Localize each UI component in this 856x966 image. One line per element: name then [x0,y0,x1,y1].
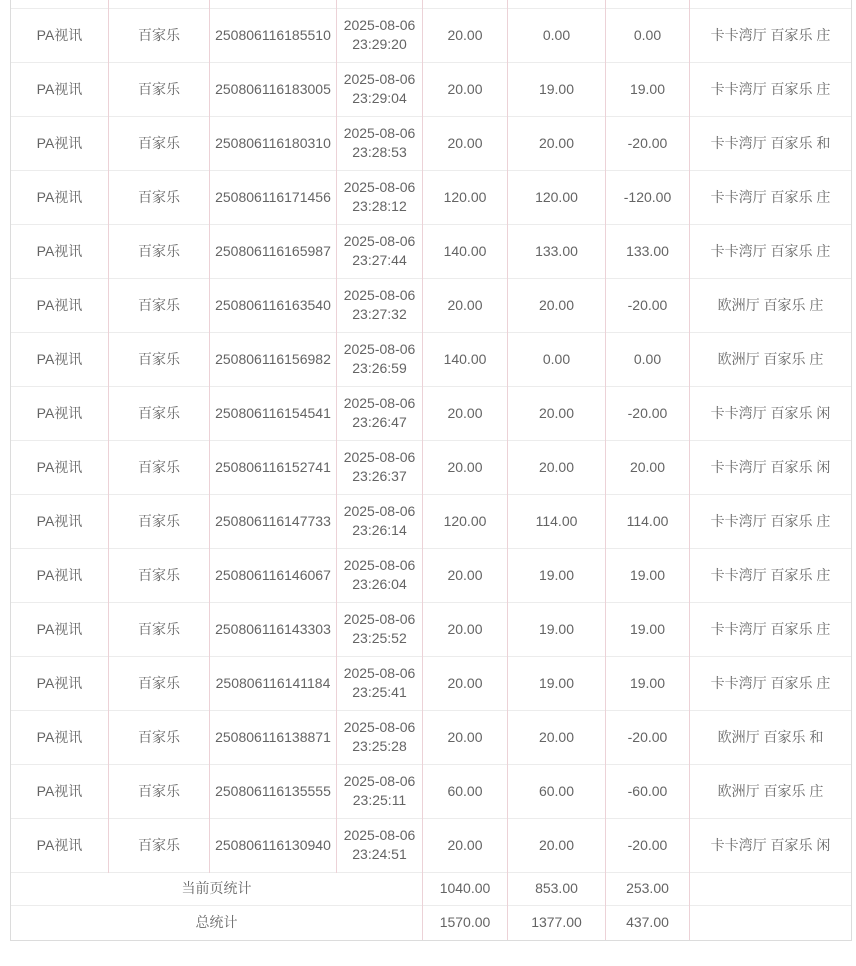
cell-valid-amount: 120.00 [508,170,606,224]
cell-bet-amount: 20.00 [423,818,508,872]
cutoff-cell [423,0,508,8]
cell-order-number: 250806116135555 [210,764,337,818]
cell-order-number: 250806116154541 [210,386,337,440]
cell-game: 百家乐 [109,602,210,656]
cell-winloss-amount: 20.00 [606,440,690,494]
cell-bet-time: 2025-08-06 23:25:11 [337,764,423,818]
cell-valid-amount: 0.00 [508,332,606,386]
cell-bet-time: 2025-08-06 23:28:53 [337,116,423,170]
cell-order-number: 250806116165987 [210,224,337,278]
cell-bet-time: 2025-08-06 23:26:47 [337,386,423,440]
cell-game-detail: 卡卡湾厅 百家乐 闲 [690,818,852,872]
cell-valid-amount: 20.00 [508,278,606,332]
page-summary-empty-cell [690,872,852,905]
cell-platform: PA视讯 [11,818,109,872]
cell-platform: PA视讯 [11,494,109,548]
cutoff-cell [508,0,606,8]
cell-valid-amount: 19.00 [508,548,606,602]
cell-valid-amount: 0.00 [508,8,606,62]
cell-game: 百家乐 [109,764,210,818]
cell-winloss-amount: 0.00 [606,332,690,386]
cell-game-detail: 卡卡湾厅 百家乐 庄 [690,548,852,602]
cutoff-cell [606,0,690,8]
table-row [11,548,852,602]
cell-bet-time: 2025-08-06 23:26:37 [337,440,423,494]
cell-game: 百家乐 [109,494,210,548]
cell-bet-time: 2025-08-06 23:29:04 [337,62,423,116]
cell-game-detail: 欧洲厅 百家乐 庄 [690,278,852,332]
cell-valid-amount: 60.00 [508,764,606,818]
cell-valid-amount: 19.00 [508,656,606,710]
cell-game-detail: 卡卡湾厅 百家乐 庄 [690,8,852,62]
cell-bet-amount: 20.00 [423,440,508,494]
cell-bet-amount: 60.00 [423,764,508,818]
cell-platform: PA视讯 [11,62,109,116]
page-summary-label: 当前页统计 [11,872,423,905]
cutoff-cell [210,0,337,8]
cell-game-detail: 卡卡湾厅 百家乐 庄 [690,494,852,548]
cell-bet-amount: 20.00 [423,386,508,440]
cell-bet-time: 2025-08-06 23:25:52 [337,602,423,656]
table-row [11,710,852,764]
cell-platform: PA视讯 [11,224,109,278]
cell-game: 百家乐 [109,332,210,386]
table-row [11,116,852,170]
cutoff-cell [690,0,852,8]
cell-platform: PA视讯 [11,440,109,494]
cell-winloss-amount: -20.00 [606,818,690,872]
cell-winloss-amount: 19.00 [606,602,690,656]
table-row [11,818,852,872]
cell-game-detail: 卡卡湾厅 百家乐 闲 [690,440,852,494]
cell-bet-amount: 20.00 [423,116,508,170]
cell-bet-time: 2025-08-06 23:25:41 [337,656,423,710]
cell-bet-time: 2025-08-06 23:28:12 [337,170,423,224]
cell-valid-amount: 20.00 [508,386,606,440]
cell-platform: PA视讯 [11,764,109,818]
grand-summary-winloss-total: 437.00 [606,905,690,940]
cell-platform: PA视讯 [11,8,109,62]
cell-winloss-amount: -120.00 [606,170,690,224]
cell-game-detail: 卡卡湾厅 百家乐 庄 [690,170,852,224]
cell-order-number: 250806116185510 [210,8,337,62]
cell-winloss-amount: -60.00 [606,764,690,818]
table-row [11,764,852,818]
cell-bet-amount: 20.00 [423,548,508,602]
cell-game: 百家乐 [109,224,210,278]
cell-bet-amount: 20.00 [423,62,508,116]
cell-winloss-amount: -20.00 [606,278,690,332]
table-row [11,386,852,440]
cell-game: 百家乐 [109,548,210,602]
cell-game: 百家乐 [109,62,210,116]
cell-bet-amount: 20.00 [423,8,508,62]
cell-bet-time: 2025-08-06 23:24:51 [337,818,423,872]
cell-game: 百家乐 [109,278,210,332]
grand-summary-row [11,905,852,940]
cutoff-cell [11,0,109,8]
cell-bet-amount: 20.00 [423,656,508,710]
cell-order-number: 250806116141184 [210,656,337,710]
grand-summary-valid-total: 1377.00 [508,905,606,940]
cell-winloss-amount: -20.00 [606,386,690,440]
page-summary-valid-total: 853.00 [508,872,606,905]
cell-winloss-amount: -20.00 [606,710,690,764]
cell-game: 百家乐 [109,170,210,224]
cell-bet-time: 2025-08-06 23:26:14 [337,494,423,548]
cell-bet-time: 2025-08-06 23:27:32 [337,278,423,332]
page-summary-bet-total: 1040.00 [423,872,508,905]
cell-winloss-amount: 133.00 [606,224,690,278]
table-row [11,602,852,656]
cell-winloss-amount: 0.00 [606,8,690,62]
cell-platform: PA视讯 [11,386,109,440]
cell-order-number: 250806116143303 [210,602,337,656]
bet-records-table [10,0,852,941]
cell-order-number: 250806116183005 [210,62,337,116]
cell-game-detail: 卡卡湾厅 百家乐 和 [690,116,852,170]
cutoff-cell [109,0,210,8]
cell-bet-amount: 20.00 [423,278,508,332]
page-summary-winloss-total: 253.00 [606,872,690,905]
cell-valid-amount: 114.00 [508,494,606,548]
cell-order-number: 250806116152741 [210,440,337,494]
cell-valid-amount: 19.00 [508,602,606,656]
cell-valid-amount: 20.00 [508,818,606,872]
cell-valid-amount: 20.00 [508,710,606,764]
cell-winloss-amount: 19.00 [606,656,690,710]
cell-platform: PA视讯 [11,278,109,332]
cell-winloss-amount: 114.00 [606,494,690,548]
cell-bet-time: 2025-08-06 23:25:28 [337,710,423,764]
cell-valid-amount: 20.00 [508,116,606,170]
table-row [11,224,852,278]
cell-order-number: 250806116130940 [210,818,337,872]
cell-game-detail: 欧洲厅 百家乐 庄 [690,332,852,386]
cell-winloss-amount: 19.00 [606,548,690,602]
cell-bet-time: 2025-08-06 23:26:04 [337,548,423,602]
cell-order-number: 250806116163540 [210,278,337,332]
cell-game-detail: 卡卡湾厅 百家乐 庄 [690,602,852,656]
cutoff-row [11,0,852,8]
cell-bet-amount: 120.00 [423,170,508,224]
cell-order-number: 250806116146067 [210,548,337,602]
cell-valid-amount: 19.00 [508,62,606,116]
cell-game: 百家乐 [109,116,210,170]
cell-winloss-amount: 19.00 [606,62,690,116]
cell-platform: PA视讯 [11,710,109,764]
cell-bet-amount: 20.00 [423,710,508,764]
cell-order-number: 250806116156982 [210,332,337,386]
cell-bet-time: 2025-08-06 23:29:20 [337,8,423,62]
cell-platform: PA视讯 [11,656,109,710]
table-row [11,332,852,386]
cell-valid-amount: 20.00 [508,440,606,494]
cell-order-number: 250806116138871 [210,710,337,764]
cell-valid-amount: 133.00 [508,224,606,278]
table-row [11,494,852,548]
cell-bet-amount: 140.00 [423,332,508,386]
cell-platform: PA视讯 [11,116,109,170]
cell-platform: PA视讯 [11,602,109,656]
cell-game-detail: 欧洲厅 百家乐 和 [690,710,852,764]
cell-game: 百家乐 [109,440,210,494]
cell-game-detail: 卡卡湾厅 百家乐 庄 [690,62,852,116]
grand-summary-label: 总统计 [11,905,423,940]
cell-bet-amount: 120.00 [423,494,508,548]
table-row [11,440,852,494]
cell-game-detail: 欧洲厅 百家乐 庄 [690,764,852,818]
cell-game-detail: 卡卡湾厅 百家乐 闲 [690,386,852,440]
cell-platform: PA视讯 [11,332,109,386]
table-row [11,656,852,710]
cell-bet-time: 2025-08-06 23:27:44 [337,224,423,278]
cell-winloss-amount: -20.00 [606,116,690,170]
table-row [11,62,852,116]
cell-bet-amount: 140.00 [423,224,508,278]
cutoff-cell [337,0,423,8]
cell-order-number: 250806116180310 [210,116,337,170]
table-row [11,278,852,332]
cell-order-number: 250806116171456 [210,170,337,224]
cell-game: 百家乐 [109,656,210,710]
grand-summary-bet-total: 1570.00 [423,905,508,940]
cell-platform: PA视讯 [11,548,109,602]
cell-order-number: 250806116147733 [210,494,337,548]
cell-game-detail: 卡卡湾厅 百家乐 庄 [690,656,852,710]
cell-game: 百家乐 [109,8,210,62]
cell-game-detail: 卡卡湾厅 百家乐 庄 [690,224,852,278]
table-row [11,8,852,62]
cell-bet-amount: 20.00 [423,602,508,656]
cell-game: 百家乐 [109,386,210,440]
cell-game: 百家乐 [109,710,210,764]
cell-game: 百家乐 [109,818,210,872]
table-row [11,170,852,224]
cell-bet-time: 2025-08-06 23:26:59 [337,332,423,386]
grand-summary-empty-cell [690,905,852,940]
page-summary-row [11,872,852,905]
cell-platform: PA视讯 [11,170,109,224]
